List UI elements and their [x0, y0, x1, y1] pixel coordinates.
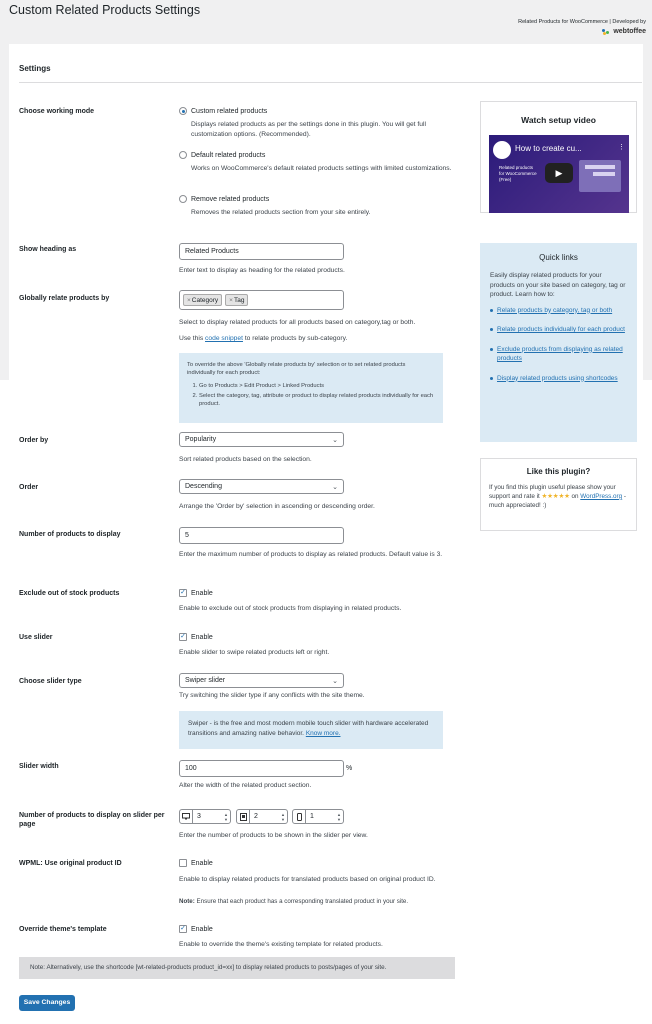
num-products-label: Number of products to display: [19, 531, 121, 538]
select-value: Popularity: [185, 436, 217, 443]
note-text: Ensure that each product has a corresponding translated product in your site.: [196, 898, 409, 905]
relate-by-multiselect[interactable]: [179, 290, 344, 310]
quick-links-title: Quick links: [539, 253, 578, 262]
radio-button[interactable]: [179, 151, 187, 159]
settings-heading: Settings: [19, 64, 51, 73]
tag-chip-category[interactable]: [183, 294, 222, 306]
bullet-icon: [490, 377, 493, 380]
quick-link[interactable]: Exclude products from displaying as related products: [497, 345, 623, 362]
setup-video-card: [480, 101, 637, 213]
spin-arrows-icon[interactable]: ▲ ▼: [224, 811, 228, 822]
wpml-desc: Enable to display related products for translated products based on original product ID.: [179, 876, 436, 883]
quick-link[interactable]: Display related products using shortcodes: [497, 374, 618, 382]
use-slider-desc: Enable slider to swipe related products left or right.: [179, 649, 330, 656]
video-subtitle: Related products for WooCommerce (Free): [499, 165, 537, 182]
order-by-label: Order by: [19, 437, 49, 444]
like-card-text: [489, 484, 628, 510]
tablet-icon: [237, 810, 250, 823]
slider-width-desc: Alter the width of the related product section.: [179, 782, 312, 789]
brand-name: webtoffee: [613, 28, 646, 35]
know-more-link[interactable]: Know more.: [305, 730, 341, 737]
override-template-desc: Enable to override the theme's existing template for related products.: [179, 941, 383, 948]
order-by-desc: Sort related products based on the selection.: [179, 456, 312, 463]
info-steps: [199, 382, 435, 408]
note-label: Note:: [179, 898, 195, 905]
radio-desc: Works on WooCommerce's default related products settings with limited customizations.: [191, 165, 452, 172]
heading-divider: [19, 82, 642, 83]
wpml-checkbox[interactable]: [179, 859, 213, 867]
radio-desc: Removes the related products section from your site entirely.: [191, 209, 371, 216]
quick-links-intro: Easily display related products for your products on your site based on category, tag or product. Learn how to:: [490, 272, 626, 298]
use-slider-label: Use slider: [19, 634, 53, 641]
chevron-down-icon: ⌄: [332, 484, 338, 491]
video-art-bar: [585, 165, 615, 169]
checkbox-label: Enable: [191, 633, 213, 641]
checkbox-label: Enable: [191, 925, 213, 933]
radio-label: Default related products: [191, 151, 266, 159]
snippet-note: [179, 334, 451, 344]
radio-label: Custom related products: [191, 107, 268, 115]
quick-link[interactable]: Relate products by category, tag or both: [497, 306, 613, 314]
tablet-count-value[interactable]: 2: [254, 813, 258, 820]
order-label: Order: [19, 484, 39, 491]
tag-chip-label: Tag: [233, 297, 245, 304]
order-desc: Arrange the 'Order by' selection in ascending or descending order.: [179, 503, 375, 510]
checkbox-checked-icon[interactable]: ✓: [180, 633, 186, 640]
desktop-count-value[interactable]: 3: [197, 813, 201, 820]
radio-label: Remove related products: [191, 195, 270, 203]
page-title: Custom Related Products Settings: [9, 3, 201, 17]
checkbox-checked-icon[interactable]: ✓: [180, 925, 186, 932]
desktop-count-stepper[interactable]: [179, 809, 231, 824]
video-card-title: Watch setup video: [521, 115, 596, 125]
order-by-select[interactable]: [179, 432, 344, 447]
list-item[interactable]: [490, 374, 627, 384]
chevron-down-icon: ⌄: [332, 678, 338, 685]
wpml-label: WPML: Use original product ID: [19, 860, 122, 867]
checkbox-unchecked-icon[interactable]: [179, 859, 187, 867]
num-products-input[interactable]: 5: [179, 527, 344, 544]
developer-credit: [518, 18, 646, 36]
radio-button[interactable]: [179, 107, 187, 115]
bullet-icon: [490, 348, 493, 351]
video-art-bar: [593, 172, 615, 176]
relate-by-desc: Select to display related products for all products based on category,tag or both.: [179, 319, 416, 326]
relate-by-label: Globally relate products by: [19, 295, 110, 302]
mobile-count-value[interactable]: 1: [310, 813, 314, 820]
override-info-box: [179, 353, 443, 423]
wpml-note: [179, 897, 451, 907]
info-step: 2. Select the category, tag, attribute or product to display related products individually for each product.: [199, 392, 435, 408]
list-item[interactable]: [490, 345, 627, 364]
exclude-oos-desc: Enable to exclude out of stock products from displaying in related products.: [179, 605, 402, 612]
like-plugin-card: [480, 458, 637, 531]
rating-stars-icon[interactable]: ★★★★★: [541, 492, 570, 500]
slider-type-select[interactable]: [179, 673, 344, 688]
select-value: Swiper slider: [185, 677, 226, 684]
mobile-count-stepper[interactable]: [292, 809, 344, 824]
list-item[interactable]: [490, 325, 627, 335]
num-products-desc: Enter the maximum number of products to display as related products. Default value is 3.: [179, 551, 443, 558]
more-options-icon[interactable]: ⋮: [618, 144, 625, 151]
save-changes-button[interactable]: Save Changes: [19, 995, 75, 1011]
quick-link[interactable]: Relate products individually for each product: [497, 326, 625, 333]
slider-width-label: Slider width: [19, 763, 59, 770]
exclude-oos-checkbox[interactable]: [179, 589, 213, 597]
like-text: - much appreciated! :): [489, 492, 627, 509]
webtoffee-logo-icon: [602, 29, 611, 35]
checkbox-label: Enable: [191, 859, 213, 867]
spin-arrows-icon[interactable]: ▲ ▼: [337, 811, 341, 822]
quick-links-card: [480, 243, 637, 442]
brand-logo[interactable]: [518, 28, 646, 36]
channel-logo-icon: [493, 141, 511, 159]
shortcode-note: Note: Alternatively, use the shortcode [wt-related-products product_id=xx] to display related products to posts/pages of your site.: [19, 957, 455, 979]
swiper-info-box: [179, 711, 443, 749]
checkbox-checked-icon[interactable]: ✓: [180, 589, 186, 596]
percent-unit: %: [346, 765, 353, 772]
chevron-down-icon: ⌄: [332, 437, 338, 444]
tag-chip-label: Category: [191, 297, 219, 304]
info-intro: To override the above 'Globally relate products by' selection or to set related products individually for each product:: [187, 362, 406, 376]
slider-width-input[interactable]: 100: [179, 760, 344, 777]
snippet-post: to relate products by sub-category.: [244, 335, 348, 342]
info-step: 1. Go to Products > Edit Product > Linked Products: [199, 382, 435, 390]
tag-chip-tag[interactable]: [225, 294, 248, 306]
radio-remove-related[interactable]: [179, 195, 269, 203]
tablet-count-stepper[interactable]: [236, 809, 288, 824]
slider-type-desc: Try switching the slider type if any conflicts with the site theme.: [179, 692, 365, 699]
video-thumbnail[interactable]: [489, 135, 629, 213]
mobile-icon: [293, 810, 306, 823]
radio-button[interactable]: [179, 195, 187, 203]
desktop-icon: [180, 810, 193, 823]
snippet-pre: Use this: [179, 335, 204, 342]
radio-custom-related[interactable]: [179, 107, 267, 115]
slider-type-label: Choose slider type: [19, 678, 82, 685]
bullet-icon: [490, 309, 493, 312]
play-icon[interactable]: ▶: [545, 163, 573, 183]
order-select[interactable]: [179, 479, 344, 494]
heading-as-desc: Enter text to display as heading for the related products.: [179, 267, 345, 274]
code-snippet-link[interactable]: code snippet: [205, 335, 243, 342]
list-item[interactable]: [490, 306, 627, 316]
swiper-info-text: Swiper - is the free and most modern mobile touch slider with hardware accelerated transitions and amazing native behavior.: [188, 720, 429, 737]
heading-as-label: Show heading as: [19, 246, 77, 253]
radio-desc: Displays related products as per the settings done in this plugin. You will get full customization options. (Recommended).: [191, 121, 426, 138]
quick-links-list: [490, 306, 627, 384]
override-template-label: Override theme's template: [19, 926, 107, 933]
radio-default-related[interactable]: [179, 151, 265, 159]
like-text: on: [571, 492, 579, 500]
per-page-label: Number of products to display on slider per page: [19, 812, 165, 828]
per-page-desc: Enter the number of products to be shown in the slider per view.: [179, 832, 368, 839]
override-template-checkbox[interactable]: [179, 925, 213, 933]
video-title: How to create cu...: [515, 144, 582, 153]
remove-icon[interactable]: ×: [187, 297, 191, 304]
like-card-title: Like this plugin?: [526, 467, 591, 476]
credit-line: Related Products for WooCommerce | Developed by: [518, 19, 646, 25]
select-value: Descending: [185, 483, 222, 490]
exclude-oos-label: Exclude out of stock products: [19, 590, 120, 597]
bullet-icon: [490, 328, 493, 331]
heading-text-input[interactable]: Related Products: [179, 243, 344, 260]
working-mode-label: Choose working mode: [19, 108, 95, 115]
checkbox-label: Enable: [191, 589, 213, 597]
use-slider-checkbox[interactable]: [179, 633, 213, 641]
remove-icon[interactable]: ×: [229, 297, 233, 304]
wordpress-org-link[interactable]: WordPress.org: [580, 492, 623, 500]
spin-arrows-icon[interactable]: ▲ ▼: [281, 811, 285, 822]
like-text: If you find this plugin useful please show your support and rate it: [489, 484, 616, 500]
